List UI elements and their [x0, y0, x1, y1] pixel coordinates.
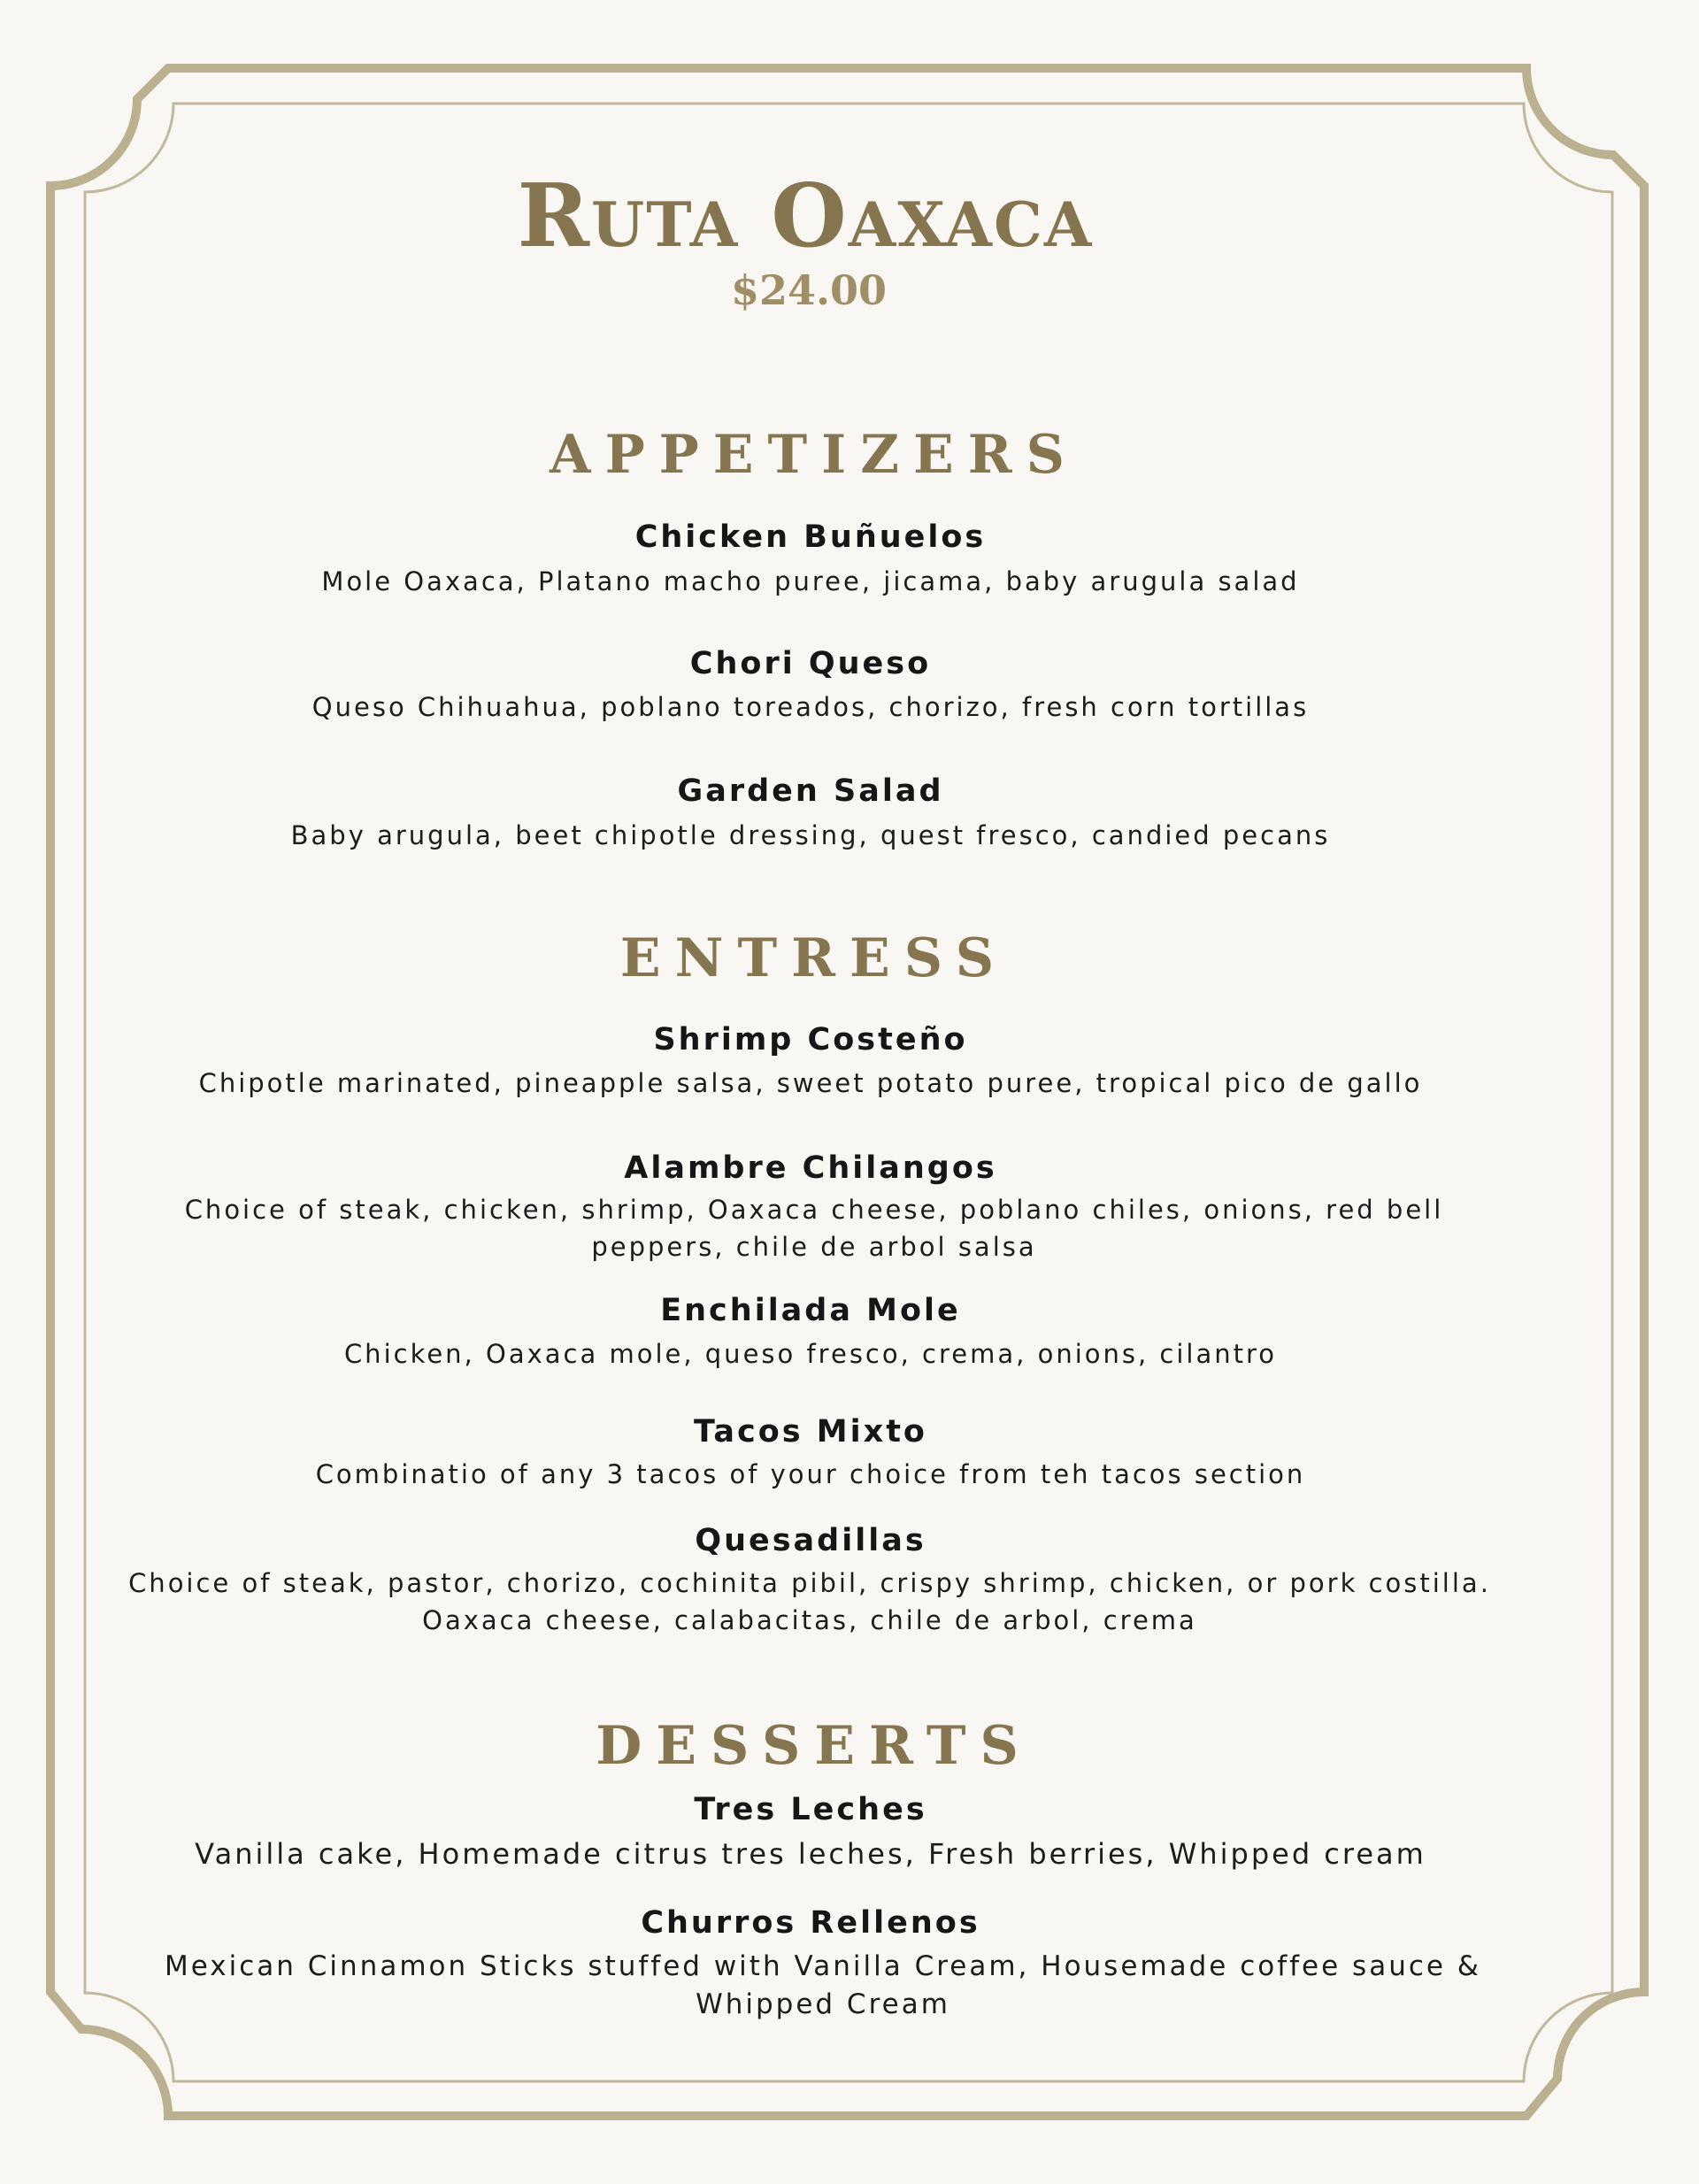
section-title-appetizers: APPETIZERS	[550, 424, 1079, 486]
item-name: Garden Salad	[677, 773, 944, 809]
restaurant-title: Ruta Oaxaca	[517, 165, 1094, 267]
item-description: Baby arugula, beet chipotle dressing, quest fresco, candied pecans	[290, 820, 1331, 850]
item-name: Quesadillas	[695, 1523, 926, 1558]
item-name: Tres Leches	[694, 1792, 927, 1827]
menu-price: $24.00	[730, 266, 888, 314]
item-description: Choice of steak, pastor, chorizo, cochinita pibil, crispy shrimp, chicken, or pork costilla. Oaxaca cheese, calabacitas, chile de arbol, crema	[128, 1568, 1491, 1635]
section-title-desserts: DESSERTS	[596, 1715, 1033, 1777]
item-description: Chipotle marinated, pineapple salsa, sweet potato puree, tropical pico de gallo	[198, 1068, 1423, 1098]
item-description: Mole Oaxaca, Platano macho puree, jicama, baby arugula salad	[321, 566, 1300, 596]
item-name: Churros Rellenos	[641, 1905, 980, 1941]
item-name: Chori Queso	[689, 646, 932, 681]
section-title-entrees: ENTRESS	[619, 927, 1009, 989]
item-name: Alambre Chilangos	[624, 1150, 997, 1186]
item-name: Chicken Buñuelos	[634, 519, 987, 555]
item-description: Vanilla cake, Homemade citrus tres leches, Fresh berries, Whipped cream	[195, 1837, 1426, 1871]
item-description: Chicken, Oaxaca mole, queso fresco, crema, onions, cilantro	[343, 1339, 1278, 1369]
item-description: Choice of steak, chicken, shrimp, Oaxaca cheese, poblano chiles, onions, red bell peppers, chile de arbol salsa	[184, 1195, 1444, 1262]
item-description: Combinatio of any 3 tacos of your choice from teh tacos section	[315, 1459, 1306, 1489]
item-description: Queso Chihuahua, poblano toreados, chorizo, fresh corn tortillas	[311, 692, 1310, 722]
item-name: Shrimp Costeño	[653, 1022, 968, 1057]
item-description: Mexican Cinnamon Sticks stuffed with Vanilla Cream, Housemade coffee sauce & Whipped Cream	[165, 1950, 1481, 2020]
item-name: Tacos Mixto	[694, 1414, 927, 1450]
item-name: Enchilada Mole	[660, 1293, 961, 1328]
